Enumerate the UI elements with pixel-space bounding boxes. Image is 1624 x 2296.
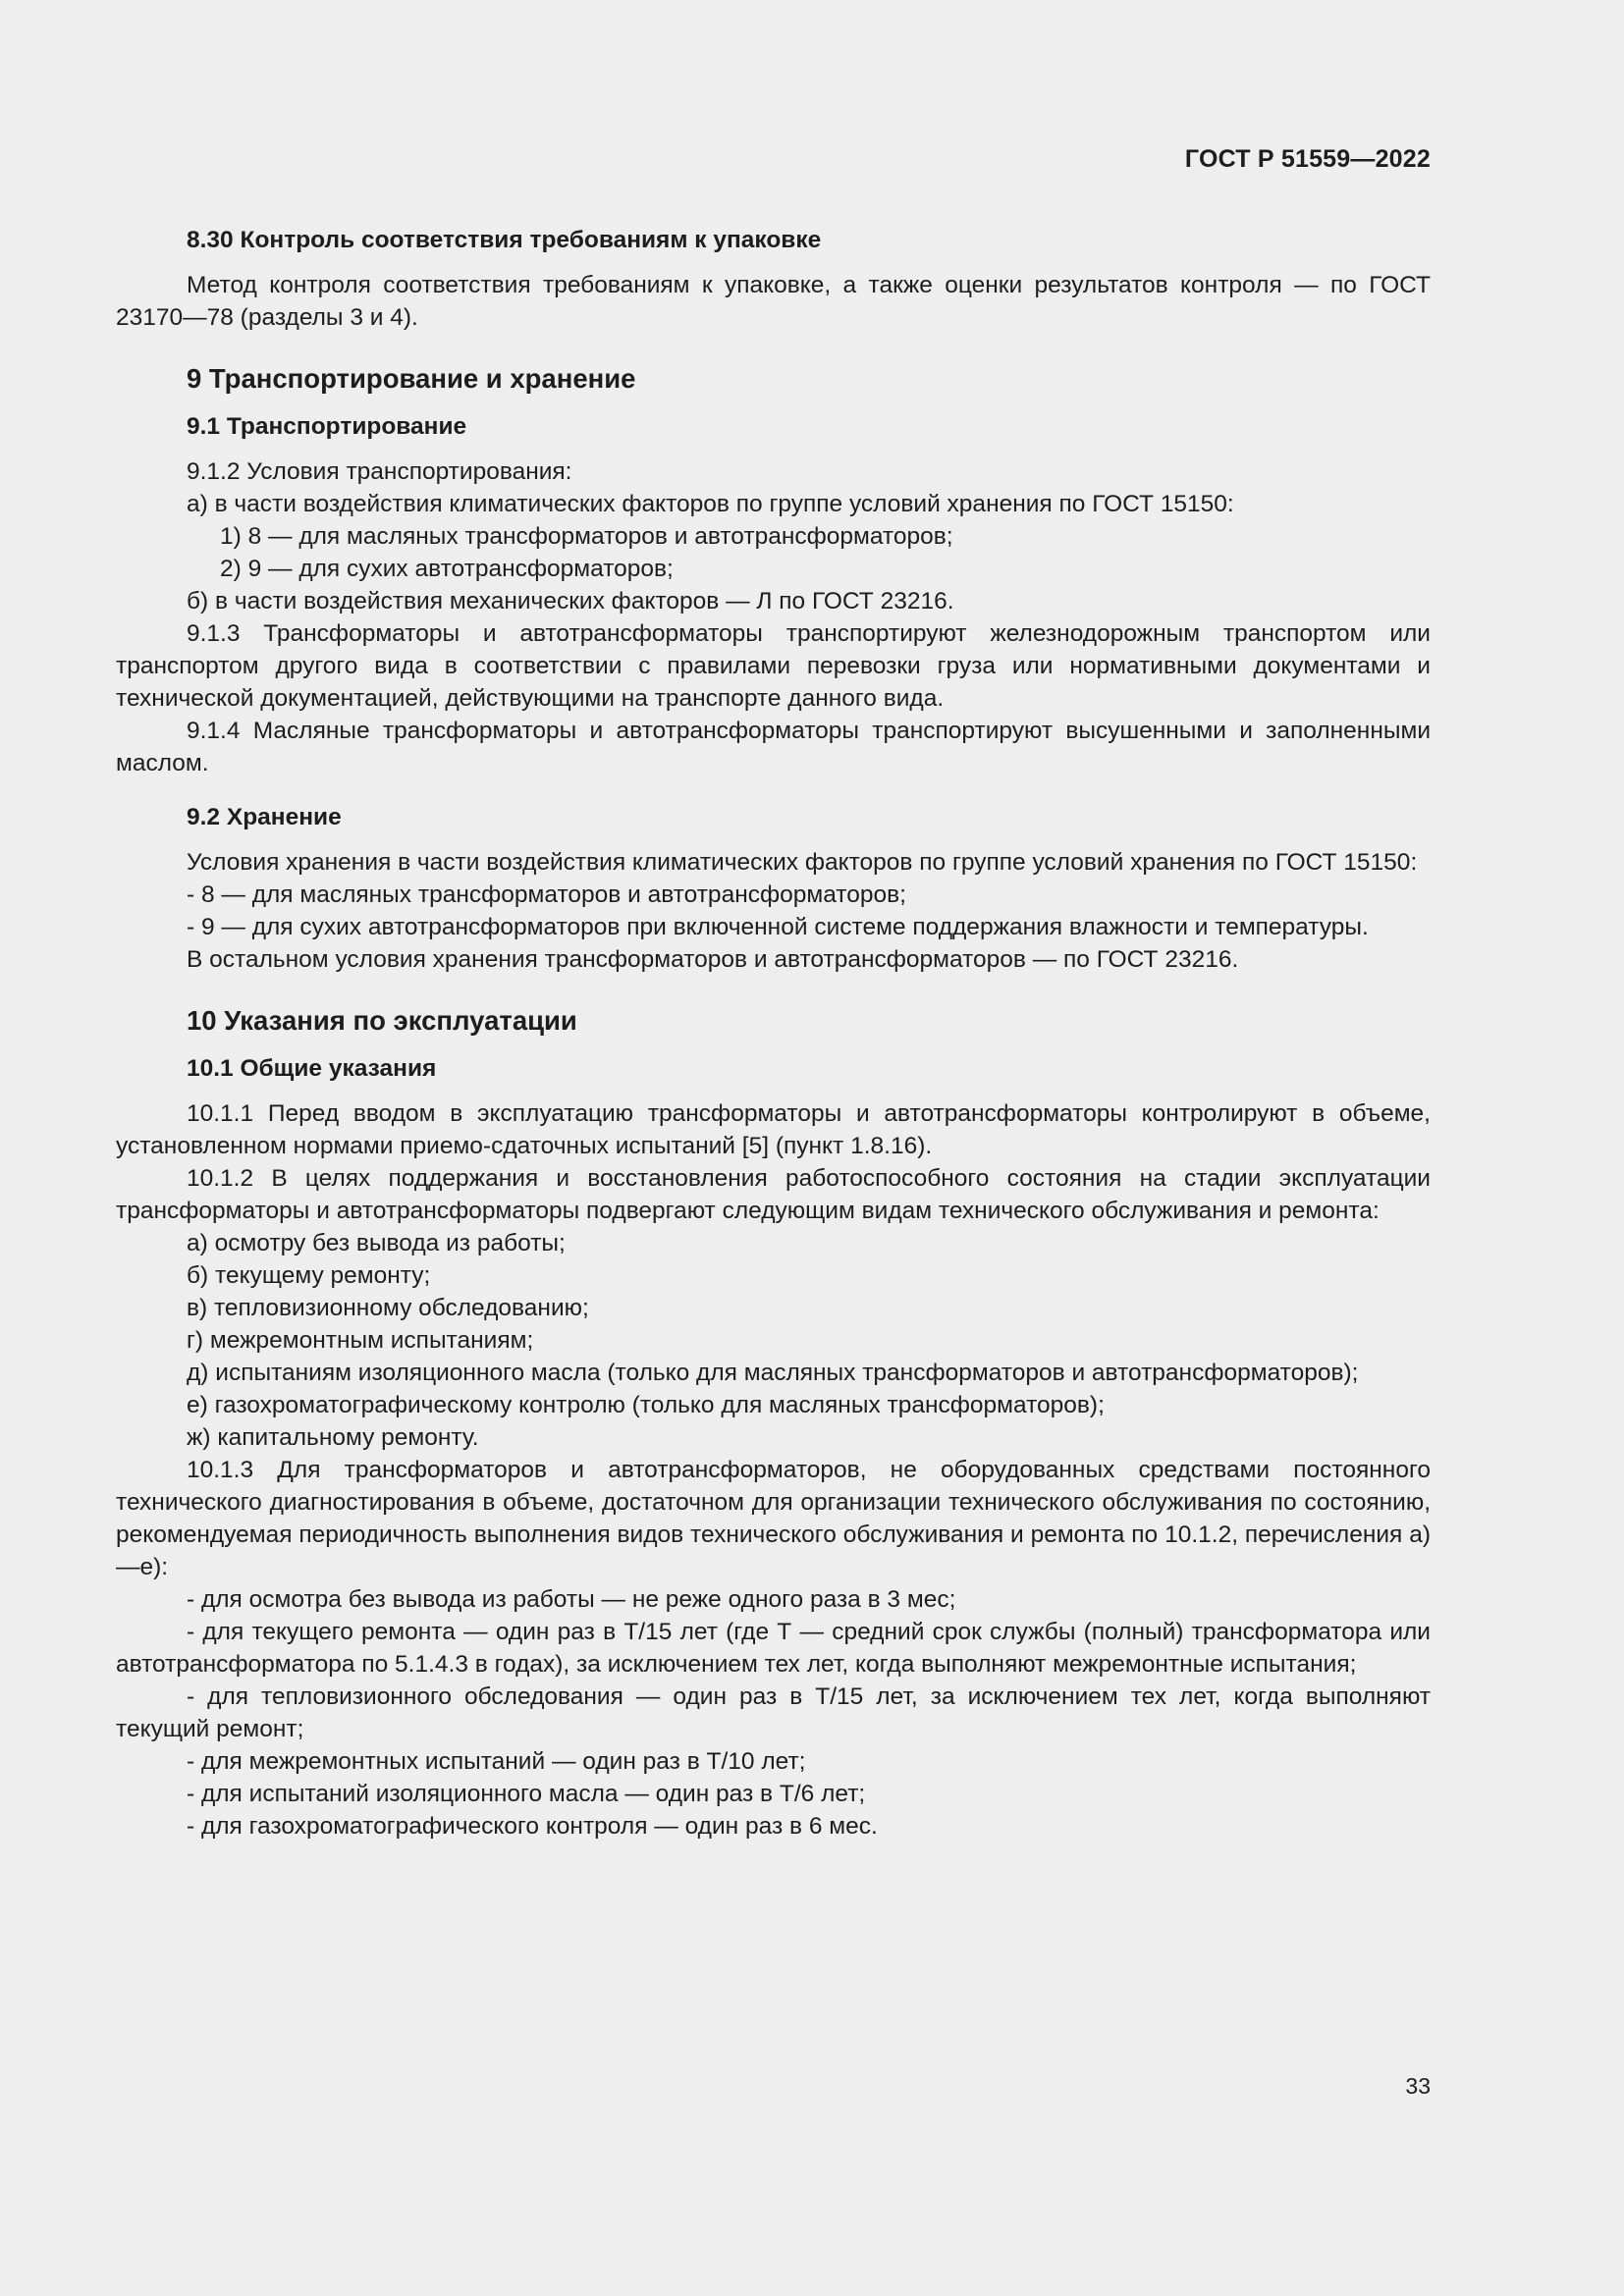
paragraph: Условия хранения в части воздействия климатических факторов по группе условий хранения по ГОСТ 15150: bbox=[187, 849, 1418, 876]
paragraph: 10.1.1 Перед вводом в эксплуатацию трансформаторы и автотрансформаторы контролируют в объеме, установленном нормами приемо-сдаточных испытаний [5] (пункт 1.8.16). bbox=[116, 1100, 1431, 1159]
paragraph: Метод контроля соответствия требованиям к упаковке, а также оценки результатов контроля — по ГОСТ 23170—78 (разделы 3 и 4). bbox=[116, 272, 1431, 331]
section-9-title: 9 Транспортирование и хранение bbox=[187, 363, 636, 394]
document-page bbox=[116, 0, 1431, 2296]
list-item: е) газохроматографическому контролю (только для масляных трансформаторов); bbox=[187, 1392, 1105, 1418]
list-item: 1) 8 — для масляных трансформаторов и автотрансформаторов; bbox=[220, 523, 953, 550]
section-10-title: 10 Указания по эксплуатации bbox=[187, 1005, 577, 1036]
section-9-2-title: 9.2 Хранение bbox=[187, 804, 342, 830]
list-item: - для межремонтных испытаний — один раз в Т/10 лет; bbox=[187, 1748, 806, 1775]
paragraph: В остальном условия хранения трансформаторов и автотрансформаторов — по ГОСТ 23216. bbox=[187, 946, 1239, 973]
list-item: в) тепловизионному обследованию; bbox=[187, 1295, 589, 1321]
list-item: - для осмотра без вывода из работы — не реже одного раза в 3 мес; bbox=[187, 1586, 956, 1613]
paragraph: 9.1.3 Трансформаторы и автотрансформаторы транспортируют железнодорожным транспортом или транспортом другого вида в соответствии с правилами перевозки груза или нормативными документами и технической документацией, действующими на транспорте данного вида. bbox=[116, 620, 1431, 712]
list-item: а) осмотру без вывода из работы; bbox=[187, 1230, 566, 1256]
list-item: г) межремонтным испытаниям; bbox=[187, 1327, 534, 1354]
section-9-1-title: 9.1 Транспортирование bbox=[187, 413, 467, 440]
list-item: 2) 9 — для сухих автотрансформаторов; bbox=[220, 556, 674, 582]
section-10-1-title: 10.1 Общие указания bbox=[187, 1055, 437, 1082]
page-content bbox=[116, 224, 1431, 1842]
list-item: - для газохроматографического контроля — один раз в 6 мес. bbox=[187, 1813, 878, 1840]
list-item: б) текущему ремонту; bbox=[187, 1262, 431, 1289]
list-item: ж) капитальному ремонту. bbox=[187, 1424, 479, 1451]
section-8-30-title: 8.30 Контроль соответствия требованиям к упаковке bbox=[187, 227, 822, 253]
list-item: - для испытаний изоляционного масла — один раз в Т/6 лет; bbox=[187, 1781, 866, 1807]
paragraph: 10.1.2 В целях поддержания и восстановления работоспособного состояния на стадии эксплуатации трансформаторы и автотрансформаторы подвергают следующим видам технического обслуживания и ремонта: bbox=[116, 1165, 1431, 1224]
list-item: д) испытаниям изоляционного масла (только для масляных трансформаторов и автотрансформаторов); bbox=[187, 1360, 1359, 1386]
document-code-header: ГОСТ Р 51559—2022 bbox=[1184, 145, 1431, 173]
page-number: 33 bbox=[1405, 2073, 1431, 2099]
list-item: а) в части воздействия климатических факторов по группе условий хранения по ГОСТ 15150: bbox=[187, 491, 1234, 517]
list-item: - для текущего ремонта — один раз в Т/15 лет (где Т — средний срок службы (полный) трансформатора или автотрансформатора по 5.1.4.3 в годах), за исключением тех лет, когда выполняют межремонтные испытания; bbox=[116, 1619, 1431, 1678]
list-item: - 8 — для масляных трансформаторов и автотрансформаторов; bbox=[187, 881, 906, 908]
list-item: б) в части воздействия механических факторов — Л по ГОСТ 23216. bbox=[187, 588, 954, 614]
paragraph: 9.1.4 Масляные трансформаторы и автотрансформаторы транспортируют высушенными и заполненными маслом. bbox=[116, 718, 1431, 776]
paragraph: 10.1.3 Для трансформаторов и автотрансформаторов, не оборудованных средствами постоянного технического диагностирования в объеме, достаточном для организации технического обслуживания по состоянию, рекомендуемая периодичность выполнения видов технического обслуживания и ремонта по 10.1.2, перечисления а)—е): bbox=[116, 1457, 1431, 1580]
list-item: - для тепловизионного обследования — один раз в Т/15 лет, за исключением тех лет, когда выполняют текущий ремонт; bbox=[116, 1683, 1431, 1742]
list-item: - 9 — для сухих автотрансформаторов при включенной системе поддержания влажности и температуры. bbox=[187, 914, 1369, 940]
paragraph: 9.1.2 Условия транспортирования: bbox=[187, 458, 572, 485]
